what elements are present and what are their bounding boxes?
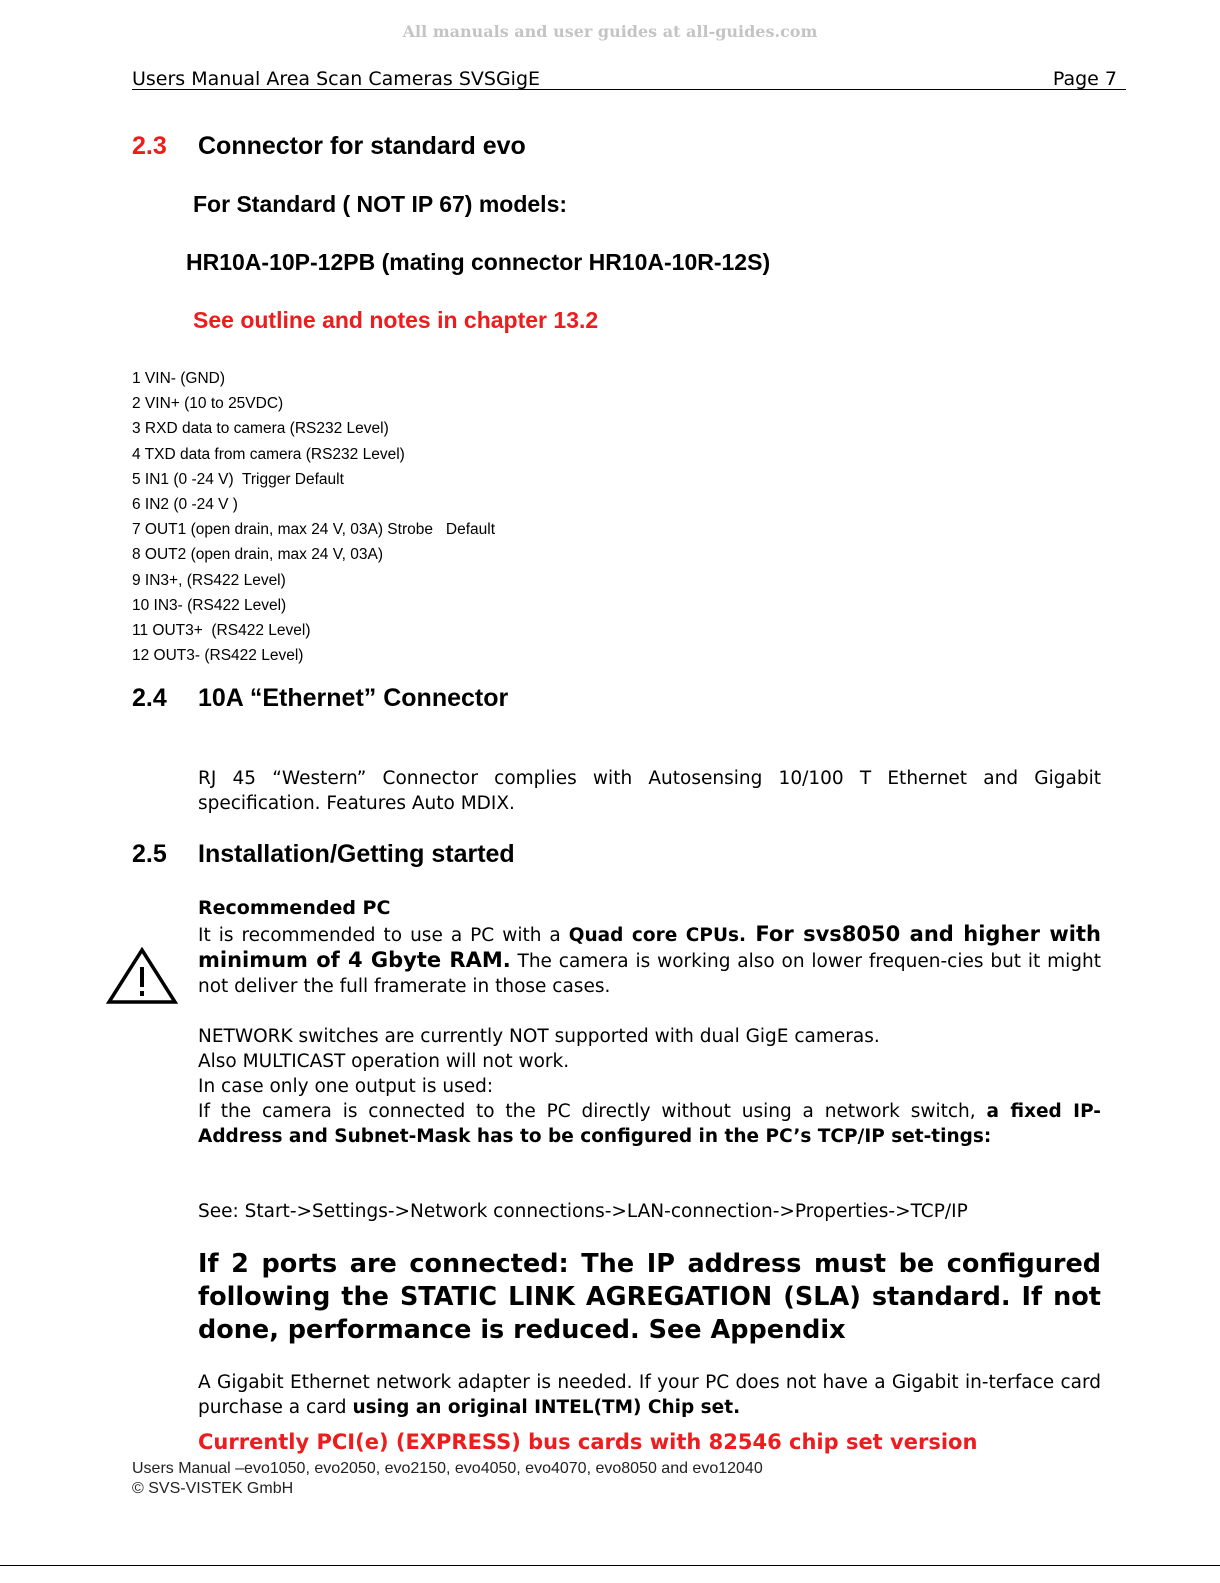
- pin-item: 3 RXD data to camera (RS232 Level): [132, 420, 389, 438]
- adapter-note-b: using an original INTEL(TM) Chip set.: [352, 1397, 741, 1418]
- pin-item: 10 IN3- (RS422 Level): [132, 596, 287, 614]
- pin-item: 4 TXD data from camera (RS232 Level): [132, 445, 405, 463]
- header-page-number: Page 7: [1052, 68, 1117, 90]
- footer-models: Users Manual –evo1050, evo2050, evo2150, evo4050, evo4070, evo8050 and evo12040: [132, 1460, 763, 1477]
- pin-item: 9 IN3+, (RS422 Level): [132, 571, 286, 589]
- network-note: NETWORK switches are currently NOT supported with dual GigE cameras.: [198, 1026, 880, 1047]
- rec-text-b: Quad core CPUs.: [568, 925, 747, 946]
- pin-item: 1 VIN- (GND): [132, 370, 225, 387]
- rec-text-a: It is recommended to use a PC with a: [198, 925, 569, 946]
- header-title: Users Manual Area Scan Cameras SVSGigE: [132, 68, 541, 90]
- pin-item: 7 OUT1 (open drain, max 24 V, 03A) Strobe Default: [132, 521, 496, 539]
- pin-item: 12 OUT3- (RS422 Level): [132, 647, 304, 665]
- recommended-pc-text: [198, 922, 1101, 999]
- adapter-note-a: A Gigabit Ethernet network adapter is needed. If your PC does not have a Gigabit in-terface card purchase a card: [198, 1372, 1101, 1418]
- network-note: In case only one output is used:: [198, 1076, 494, 1097]
- section-2-3-title: Connector for standard evo: [198, 132, 526, 160]
- section-2-5-title: Installation/Getting started: [198, 840, 515, 868]
- section-2-3-number: 2.3: [132, 132, 167, 160]
- warning-icon: [106, 947, 178, 1005]
- bottom-rule: [0, 1565, 1220, 1566]
- section-2-5-number: 2.5: [132, 840, 167, 868]
- pin-list: [132, 366, 495, 668]
- footer-copyright: © SVS-VISTEK GmbH: [132, 1480, 294, 1497]
- pin-item: 11 OUT3+ (RS422 Level): [132, 622, 311, 640]
- pin-item: 8 OUT2 (open drain, max 24 V, 03A): [132, 546, 384, 564]
- settings-path: See: Start->Settings->Network connections->LAN-connection->Properties->TCP/IP: [198, 1201, 968, 1222]
- ethernet-description: RJ 45 “Western” Connector complies with Autosensing 10/100 T Ethernet and Gigabit specification. Features Auto MDIX.: [198, 768, 1101, 814]
- section-2-4-number: 2.4: [132, 684, 167, 712]
- rec-text-d: The camera is working also on lower frequen-cies but it might not deliver the full framerate in those cases.: [198, 951, 1101, 997]
- network-notes: [198, 1024, 1101, 1149]
- models-line: For Standard ( NOT IP 67) models:: [193, 191, 568, 217]
- network-note: Also MULTICAST operation will not work.: [198, 1051, 570, 1072]
- pin-item: 6 IN2 (0 -24 V ): [132, 496, 238, 514]
- pci-express-note: Currently PCI(e) (EXPRESS) bus cards with 82546 chip set version: [198, 1430, 978, 1454]
- header-rule: [132, 89, 1126, 90]
- network-note-b: a fixed IP-Address and Subnet-Mask has to be configured in the PC’s TCP/IP set-tings:: [198, 1101, 1101, 1147]
- outline-reference: See outline and notes in chapter 13.2: [193, 307, 599, 333]
- connector-part-line: HR10A-10P-12PB (mating connector HR10A-10R-12S): [186, 249, 771, 275]
- network-note: [198, 1099, 1101, 1149]
- watermark: All manuals and user guides at all-guides.com: [402, 22, 818, 41]
- rec-text-c: For svs8050 and higher with minimum of 4 Gbyte RAM.: [198, 922, 1101, 972]
- sla-warning: If 2 ports are connected: The IP address must be configured following the STATIC LINK AGREGATION (SLA) standard. If not done, performance is reduced. See Appendix: [198, 1249, 1101, 1345]
- network-note-a: If the camera is connected to the PC directly without using a network switch,: [198, 1101, 987, 1122]
- adapter-note: [198, 1370, 1101, 1420]
- pin-item: 5 IN1 (0 -24 V) Trigger Default: [132, 470, 344, 488]
- recommended-pc-heading: Recommended PC: [198, 897, 391, 919]
- pin-item: 2 VIN+ (10 to 25VDC): [132, 395, 284, 413]
- section-2-4-title: 10A “Ethernet” Connector: [198, 684, 509, 712]
